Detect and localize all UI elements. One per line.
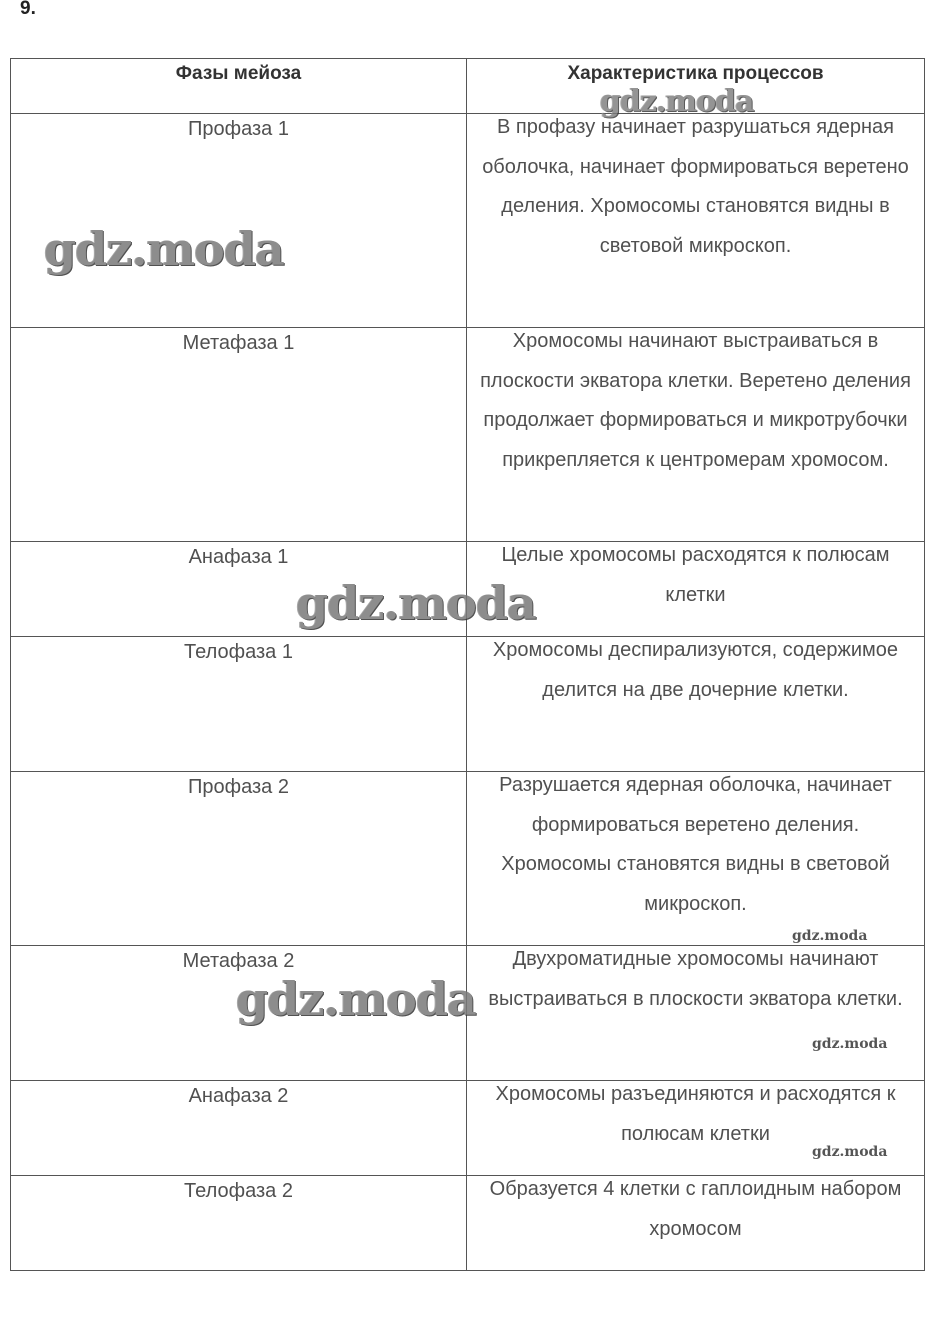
phase-name: Анафаза 2	[188, 1085, 289, 1107]
phase-cell	[11, 772, 467, 946]
table-header-row	[11, 59, 925, 114]
phase-cell	[11, 1081, 467, 1176]
phase-description: Целые хромосомы расходятся к полюсам клетки	[501, 544, 890, 606]
header-characteristics: Характеристика процессов	[467, 59, 925, 114]
table-row	[11, 772, 925, 946]
phase-description: Хромосомы деспирализуются, содержимое делится на две дочерние клетки.	[492, 639, 899, 701]
phase-description: Хромосомы разъединяются и расходятся к полюсам клетки	[495, 1083, 896, 1145]
table-row	[11, 114, 925, 328]
watermark-logo: gdz.moda	[44, 222, 284, 276]
watermark-logo: gdz.moda	[600, 84, 754, 119]
phase-cell	[11, 946, 467, 1081]
phase-cell	[11, 637, 467, 772]
phase-cell	[11, 328, 467, 542]
description-cell	[467, 946, 925, 1081]
table-row	[11, 542, 925, 637]
phase-description: Разрушается ядерная оболочка, начинает формироваться веретено деления. Хромосомы становятся видны в световой микроскоп.	[499, 774, 892, 915]
table-row	[11, 328, 925, 542]
phase-cell	[11, 542, 467, 637]
watermark-logo: gdz.moda	[812, 1144, 888, 1160]
phase-description: В профазу начинает разрушаться ядерная оболочка, начинает формироваться веретено деления. Хромосомы становятся видны в световой микроскоп.	[482, 116, 909, 257]
phase-name: Метафаза 2	[182, 950, 295, 972]
table-row	[11, 637, 925, 772]
watermark-logo: gdz.moda	[812, 1036, 888, 1052]
phase-description: Образуется 4 клетки с гаплоидным набором хромосом	[489, 1178, 902, 1240]
description-cell	[467, 772, 925, 946]
phase-cell	[11, 114, 467, 328]
phase-name: Телофаза 2	[184, 1180, 293, 1202]
watermark-logo: gdz.moda	[792, 928, 868, 944]
description-cell	[467, 1081, 925, 1176]
watermark-logo: gdz.moda	[236, 972, 476, 1026]
description-cell	[467, 637, 925, 772]
phase-name: Анафаза 1	[188, 546, 289, 568]
phase-description: Двухроматидные хромосомы начинают выстраиваться в плоскости экватора клетки.	[488, 948, 903, 1010]
phase-description: Хромосомы начинают выстраиваться в плоскости экватора клетки. Веретено деления продолжает формироваться и микротрубочки прикрепляется к центромерам хромосом.	[480, 330, 911, 471]
description-cell	[467, 542, 925, 637]
table-row	[11, 1176, 925, 1271]
description-cell	[467, 328, 925, 542]
phase-name: Профаза 1	[188, 118, 289, 140]
meiosis-table	[10, 58, 925, 1271]
phase-name: Профаза 2	[188, 776, 289, 798]
description-cell	[467, 114, 925, 328]
table-row	[11, 1081, 925, 1176]
description-cell	[467, 1176, 925, 1271]
watermark-logo: gdz.moda	[296, 576, 536, 630]
phase-name: Метафаза 1	[182, 332, 295, 354]
header-phases: Фазы мейоза	[11, 59, 467, 114]
task-number: 9.	[20, 0, 36, 19]
phase-cell	[11, 1176, 467, 1271]
phase-name: Телофаза 1	[184, 641, 293, 663]
table-row	[11, 946, 925, 1081]
